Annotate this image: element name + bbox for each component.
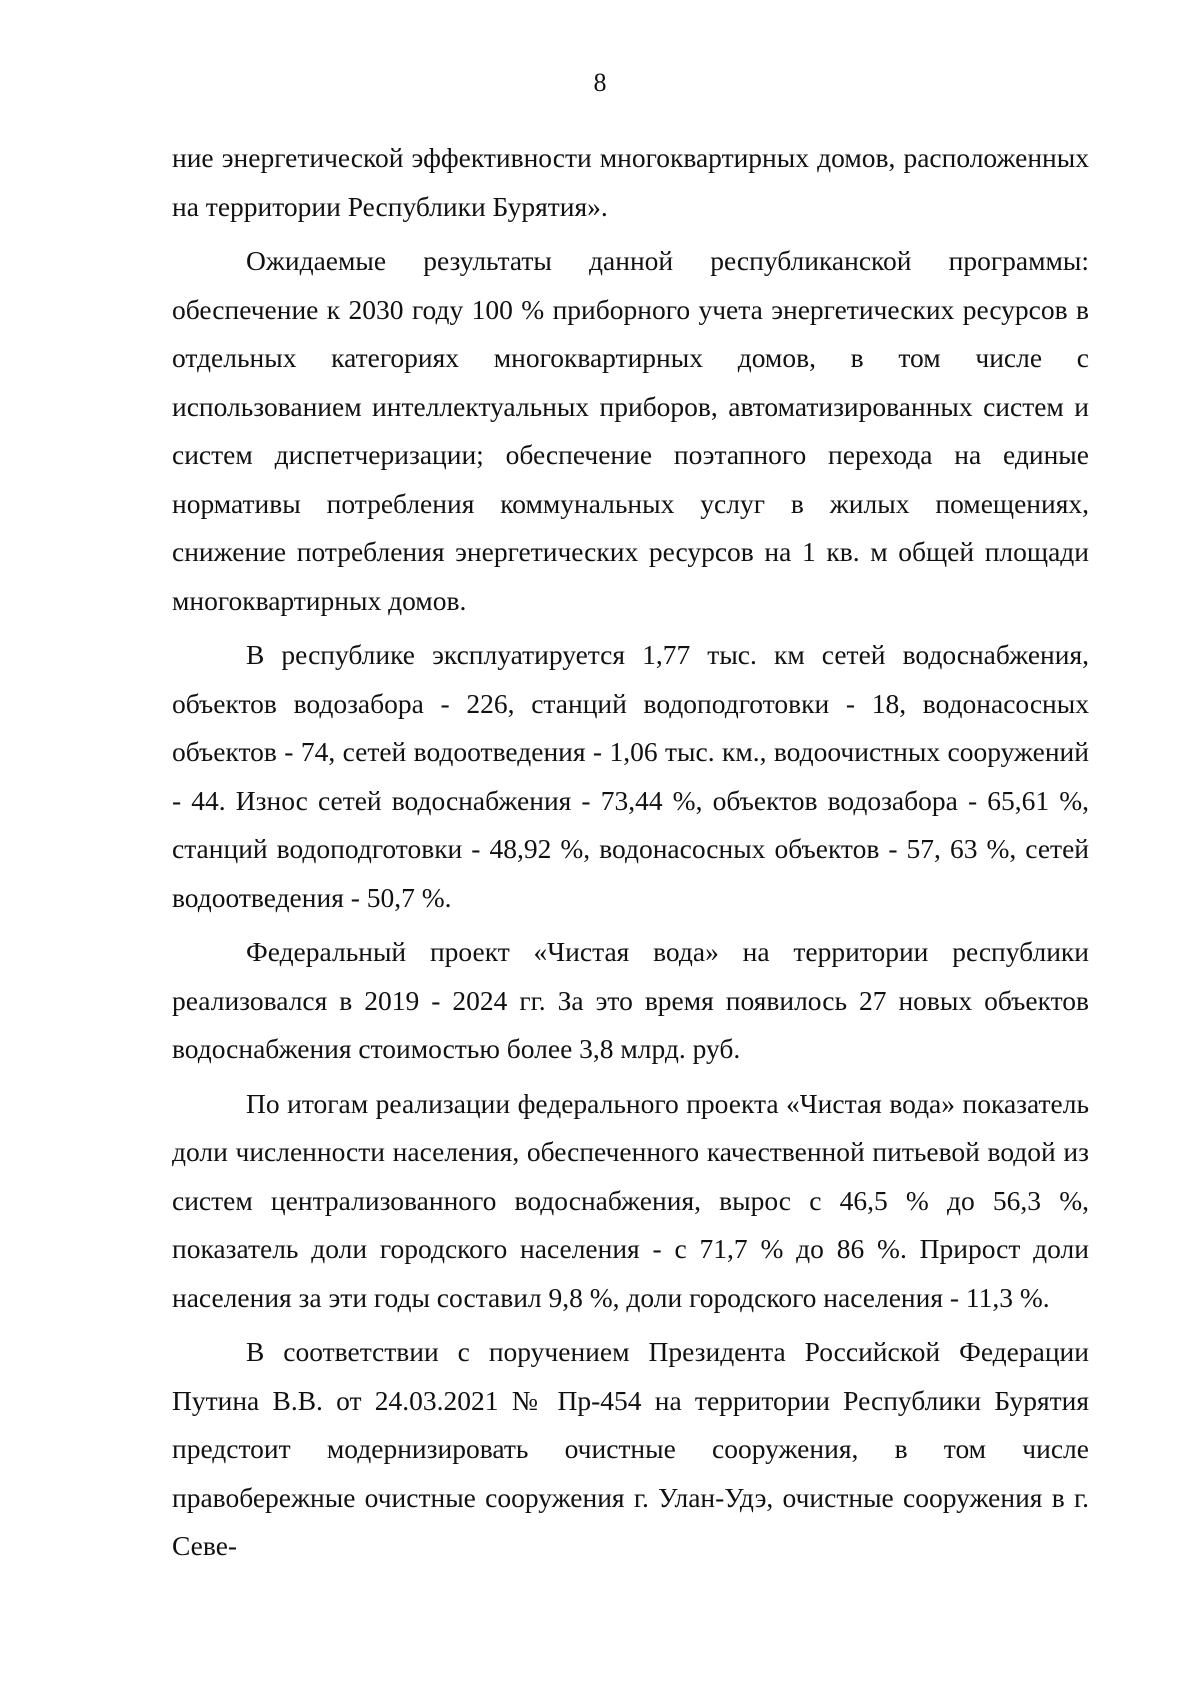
paragraph-expected-results: Ожидаемые результаты данной республиканской программы: обеспечение к 2030 году 100 % приборного учета энергетических ресурсов в отдельных категориях многоквартирных домов, в том числе с использованием интеллектуальных приборов, автоматизированных систем и систем диспетчеризации; обеспечение поэтапного перехода на единые нормативы потребления коммунальных услуг в жилых помещениях, снижение потребления энергетических ресурсов на 1 кв. м общей площади многоквартирных домов. [172,245,1089,616]
paragraph-presidential-order: В соответствии с поручением Президента Российской Федерации Путина В.В. от 24.03.2021 № Пр-454 на территории Республики Бурятия предстоит модернизировать очистные сооружения, в том числе правобережные очистные сооружения г. Улан-Удэ, очистные сооружения в г. Севе- [172,1336,1089,1561]
paragraph-water-networks: В республике эксплуатируется 1,77 тыс. км сетей водоснабжения, объектов водозабора - 226, станций водоподготовки - 18, водонасосных объектов - 74, сетей водоотведения - 1,06 тыс. км., водоочистных сооружений - 44. Износ сетей водоснабжения - 73,44 %, объектов водозабора - 65,61 %, станций водоподготовки - 48,92 %, водонасосных объектов - 57, 63 %, сетей водоотведения - 50,7 %. [172,639,1089,913]
paragraph-continuation: ние энергетической эффективности многоквартирных домов, расположенных на территории Республики Бурятия». [172,142,1089,222]
page-number: 8 [593,68,607,97]
document-body [172,134,1089,1577]
paragraph-project-results: По итогам реализации федерального проекта «Чистая вода» показатель доли численности населения, обеспеченного качественной питьевой водой из систем централизованного водоснабжения, вырос с 46,5 % до 56,3 %, показатель доли городского населения - с 71,7 % до 86 %. Прирост доли населения за эти годы составил 9,8 %, доли городского населения - 11,3 %. [172,1087,1089,1313]
paragraph-clean-water-project: Федеральный проект «Чистая вода» на территории республики реализовался в 2019 - 2024 гг. За это время появилось 27 новых объектов водоснабжения стоимостью более 3,8 млрд. руб. [172,936,1089,1064]
